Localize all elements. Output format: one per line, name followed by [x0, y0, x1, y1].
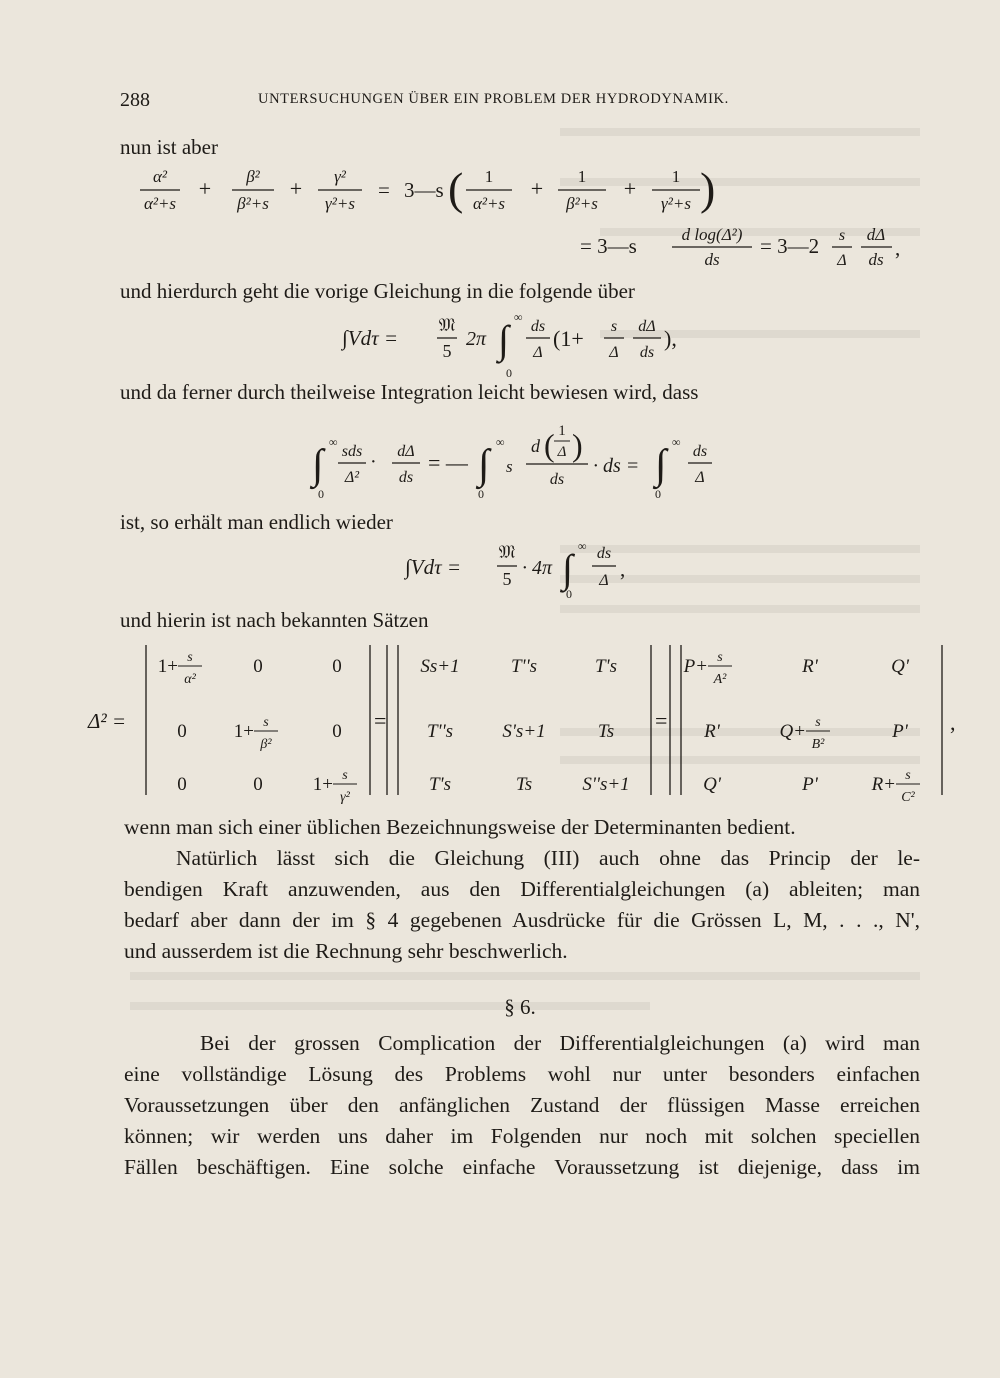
eq1-dd-num: dΔ — [866, 225, 886, 244]
paragraph-complication — [124, 1028, 920, 1183]
equation-1 — [0, 160, 1000, 270]
det-m1-cell-0-0-den: α² — [184, 672, 196, 687]
para2-line-3: Voraussetzungen über den anfänglichen Zustand der flüssigen Masse erreichen — [124, 1093, 920, 1117]
eq1-t3-num: γ² — [334, 167, 346, 186]
eq3-d-lparen: ( — [544, 427, 555, 463]
eq4-comma: , — [620, 557, 626, 581]
det-lhs: Δ² = — [88, 709, 127, 733]
det-m1-cell-0-2: 0 — [332, 656, 342, 677]
det-m3-cell-1-1-num: s — [815, 715, 821, 730]
det-eq-2: = — [655, 708, 668, 733]
para2-line-4: können; wir werden uns daher im Folgenden nur noch mit solchen speciellen — [124, 1124, 920, 1148]
det-m1-cell-1-2: 0 — [332, 721, 342, 742]
eq3-lower-3: 0 — [655, 487, 661, 501]
eq2-lower-limit: 0 — [506, 366, 512, 380]
equation-4 — [0, 530, 1000, 605]
eq1-plus-2: + — [289, 176, 303, 201]
eq1-s-den: Δ — [837, 252, 847, 269]
det-m3-cell-1-0: R' — [704, 721, 720, 742]
paragraph-natuerlich — [124, 843, 920, 967]
det-m1-cell-1-0: 0 — [177, 721, 187, 742]
para1-line-1: Natürlich lässt sich die Gleichung (III) auch ohne das Princip der le- — [176, 846, 920, 870]
det-m2-cell-2-1: Ts — [515, 774, 533, 795]
det-m2-cell-0-1: T''s — [510, 656, 538, 677]
para1-line-3: bedarf aber dann der im § 4 gegebenen Ausdrücke für die Grössen L, M, . . ., N', — [124, 908, 920, 932]
running-title: UNTERSUCHUNGEN ÜBER EIN PROBLEM DER HYDRODYNAMIK. — [258, 91, 729, 107]
det-m1-cell-2-0: 0 — [177, 774, 187, 795]
eq1-p2-num: 1 — [577, 167, 587, 186]
det-m2-cell-1-0: T''s — [426, 721, 454, 742]
det-m3-cell-2-1: P' — [802, 774, 818, 795]
eq3-a-den: Δ² — [344, 469, 360, 486]
eq1-line2-equals: = 3—s — [580, 234, 637, 258]
eq3-upper-1: ∞ — [329, 435, 338, 449]
eq1-p3-num: 1 — [671, 167, 681, 186]
text-hierin: und hierin ist nach bekannten Sätzen — [120, 608, 429, 632]
eq3-frac-den: ds — [549, 471, 565, 488]
determinant-equation — [0, 635, 1000, 805]
det-m3-cell-2-2-den: C² — [901, 790, 915, 805]
det-m3-cell-0-0-num: s — [717, 650, 723, 665]
eq1-equals: = — [378, 178, 390, 202]
eq1-rparen: ) — [700, 163, 716, 214]
eq2-upper-limit: ∞ — [514, 310, 523, 324]
det-m1-cell-2-2-den: γ² — [340, 790, 350, 805]
eq3-inner-one: 1 — [558, 423, 566, 439]
eq4-ds-num: ds — [596, 545, 612, 562]
eq3-b-den: ds — [398, 469, 414, 486]
eq3-c-den: Δ — [695, 469, 705, 486]
para2-line-5: Fällen beschäftigen. Eine solche einfache Voraussetzung ist diejenige, dass im — [124, 1155, 920, 1179]
det-m1-cell-1-1-head: 1+ — [233, 721, 254, 742]
eq4-lower: 0 — [566, 587, 572, 601]
det-m1-cell-2-1: 0 — [253, 774, 263, 795]
eq2-lhs: ∫Vdτ = — [342, 326, 399, 350]
eq2-2pi: 2π — [466, 328, 487, 350]
det-m3-cell-2-2-head: R+ — [871, 774, 896, 795]
eq1-plus-3: + — [530, 176, 544, 201]
eq3-a-num: sds — [341, 443, 363, 460]
section-heading: § 6. — [504, 995, 536, 1019]
det-m2-cell-2-0: T's — [428, 774, 452, 795]
eq1-dd-den: ds — [868, 250, 884, 269]
eq1-plus-1: + — [198, 176, 212, 201]
eq1-dlog-den: ds — [704, 250, 720, 269]
det-m3-cell-2-0: Q' — [703, 774, 721, 795]
intro-text: nun ist aber — [120, 135, 218, 159]
det-m1-cell-1-1-den: β² — [260, 737, 272, 752]
eq3-inner-delta: Δ — [557, 444, 567, 460]
eq1-s-num: s — [838, 227, 846, 244]
eq2-dd-num: dΔ — [638, 318, 656, 335]
eq1-t1-den: α²+s — [143, 194, 177, 213]
eq2-m-num: 𝔐 — [438, 315, 456, 335]
eq3-eq-minus: = — — [428, 450, 468, 475]
eq1-three-minus-s: 3—s — [404, 178, 444, 202]
eq1-p1-num: 1 — [484, 167, 494, 186]
eq2-dd-den: ds — [639, 344, 655, 361]
eq3-b-num: dΔ — [397, 443, 415, 460]
det-m3-cell-2-2-num: s — [905, 768, 911, 783]
eq3-s: s — [506, 457, 513, 476]
eq2-one-plus: (1+ — [553, 326, 584, 351]
eq3-c-num: ds — [692, 443, 708, 460]
eq4-upper: ∞ — [578, 539, 587, 553]
det-m3-cell-1-1-den: B² — [811, 737, 825, 752]
eq1-line2-equals-2: = 3—2 — [760, 234, 820, 258]
det-m2-cell-0-2: T's — [594, 656, 618, 677]
eq3-integral-3: ∫ — [655, 442, 667, 488]
eq1-dlog-num: d log(Δ²) — [681, 225, 743, 244]
det-m2-cell-1-2: Ts — [597, 721, 615, 742]
eq1-t2-den: β²+s — [237, 194, 269, 213]
eq1-comma: , — [895, 236, 901, 260]
eq3-upper-2: ∞ — [496, 435, 505, 449]
det-m1-cell-2-2-head: 1+ — [312, 774, 333, 795]
eq1-t3-den: γ²+s — [325, 194, 355, 213]
det-m3-cell-0-2: Q' — [891, 656, 909, 677]
eq3-dot-ds-eq: · ds = — [593, 455, 640, 477]
eq3-dot-1: · — [370, 451, 377, 473]
text-ferner: und da ferner durch theilweise Integration leicht bewiesen wird, dass — [120, 380, 699, 404]
eq2-ds-num: ds — [530, 318, 546, 335]
eq4-m-den: 5 — [502, 569, 512, 589]
determinant-cells — [158, 650, 920, 805]
eq4-lhs: ∫Vdτ = — [405, 555, 462, 579]
eq2-s-den: Δ — [609, 344, 619, 361]
eq3-d-label: d — [531, 436, 540, 456]
eq1-p3-den: γ²+s — [661, 194, 691, 213]
text-wenn: wenn man sich einer üblichen Bezeichnungsweise der Determinanten bedient. — [124, 815, 796, 839]
text-ist: ist, so erhält man endlich wieder — [120, 510, 393, 534]
det-m3-cell-1-2: P' — [892, 721, 908, 742]
eq1-t1-num: α² — [152, 167, 168, 186]
eq3-lower-1: 0 — [318, 487, 324, 501]
page-number: 288 — [120, 89, 150, 111]
det-m1-cell-0-0-head: 1+ — [157, 656, 178, 677]
eq2-integral: ∫ — [498, 317, 509, 362]
eq3-d-rparen: ) — [572, 427, 583, 463]
eq3-upper-3: ∞ — [672, 435, 681, 449]
eq4-integral: ∫ — [562, 546, 573, 591]
eq4-m-num: 𝔐 — [498, 542, 516, 562]
det-m2-cell-2-2: S''s+1 — [582, 774, 630, 795]
det-m2-cell-0-0: Ss+1 — [420, 656, 460, 677]
det-m1-cell-0-0-num: s — [187, 650, 193, 665]
det-eq-1: = — [374, 708, 387, 733]
det-comma: , — [950, 710, 956, 735]
eq2-close: ), — [664, 326, 677, 351]
eq2-ds-den: Δ — [533, 344, 543, 361]
eq1-plus-4: + — [623, 176, 637, 201]
para1-line-4: und ausserdem ist die Rechnung sehr beschwerlich. — [124, 939, 568, 963]
eq3-integral-1: ∫ — [312, 442, 324, 488]
eq4-dot-4pi: · 4π — [522, 557, 553, 579]
equation-2 — [0, 305, 1000, 385]
eq2-m-den: 5 — [442, 341, 452, 361]
det-m2-cell-1-1: S's+1 — [502, 721, 546, 742]
eq1-t2-num: β² — [246, 167, 260, 186]
eq1-p2-den: β²+s — [566, 194, 598, 213]
det-m3-cell-0-0-den: A² — [713, 672, 727, 687]
eq1-p1-den: α²+s — [472, 194, 506, 213]
det-m3-cell-0-1: R' — [802, 656, 818, 677]
det-m1-cell-1-1-num: s — [263, 715, 269, 730]
eq4-ds-den: Δ — [599, 572, 609, 589]
det-m1-cell-0-1: 0 — [253, 656, 263, 677]
eq3-lower-2: 0 — [478, 487, 484, 501]
eq3-integral-2: ∫ — [478, 442, 490, 488]
det-m3-cell-0-0-head: P+ — [683, 656, 708, 677]
det-m1-cell-2-2-num: s — [342, 768, 348, 783]
para2-line-2: eine vollständige Lösung des Problems wohl nur unter besonders einfachen — [124, 1062, 920, 1086]
det-m3-cell-1-1-head: Q+ — [779, 721, 806, 742]
text-hierdurch: und hierdurch geht die vorige Gleichung in die folgende über — [120, 279, 635, 303]
equation-3 — [0, 410, 1000, 505]
para2-line-1: Bei der grossen Complication der Differentialgleichungen (a) wird man — [200, 1031, 920, 1055]
para1-line-2: bendigen Kraft anzuwenden, aus den Differentialgleichungen (a) ableiten; man — [124, 877, 920, 901]
eq1-lparen: ( — [448, 163, 464, 214]
eq2-s-num: s — [610, 318, 618, 335]
